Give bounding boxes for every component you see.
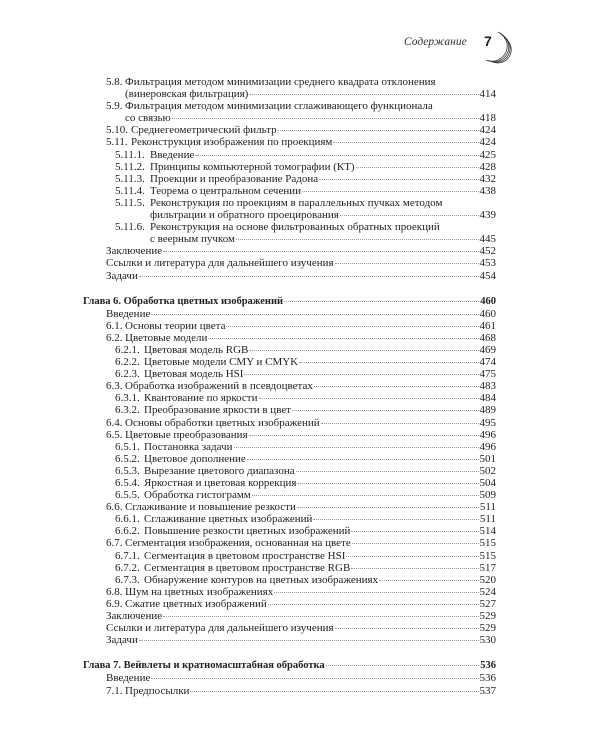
entry-page: 483	[479, 380, 496, 393]
entry-number: 6.2.1.	[115, 343, 140, 356]
entry-number: 6.5.	[106, 428, 123, 441]
entry-number: 6.3.2.	[115, 404, 140, 417]
entry-number: 6.2.2.	[115, 356, 140, 369]
toc-entry[interactable]	[80, 221, 496, 233]
toc-entry-continuation[interactable]	[80, 112, 496, 124]
entry-page: 439	[479, 209, 496, 222]
toc-entry[interactable]	[80, 356, 496, 368]
entry-title: Цветовая модель HSI	[144, 368, 244, 381]
entry-title: Задачи	[106, 634, 138, 647]
entry-title: Глава 6. Обработка цветных изображений	[83, 295, 284, 307]
entry-number: 6.4.	[106, 416, 123, 429]
toc-entry[interactable]	[80, 441, 496, 453]
toc-entry[interactable]	[80, 100, 496, 112]
toc-entry[interactable]	[80, 513, 496, 525]
entry-title-continuation: с веерным пучком	[150, 233, 235, 246]
dot-leader	[249, 350, 478, 351]
entry-number: 5.11.2.	[115, 160, 145, 173]
entry-title: Яркостная и цветовая коррекция	[144, 477, 297, 489]
entry-title: Ссылки и литература для дальнейшего изучения	[106, 622, 334, 635]
dot-leader	[352, 543, 479, 544]
entry-page: 514	[479, 525, 496, 538]
entry-number: 6.6.2.	[115, 525, 140, 538]
dot-leader	[226, 326, 478, 327]
entry-title: Ссылки и литература для дальнейшего изучения	[106, 257, 334, 270]
toc-entry[interactable]	[80, 380, 496, 392]
dot-leader	[172, 118, 479, 119]
entry-number: 6.7.2.	[115, 561, 140, 574]
entry-page: 438	[479, 184, 496, 197]
toc-entry[interactable]	[80, 453, 496, 465]
dot-leader	[351, 531, 478, 532]
toc-entry[interactable]	[80, 332, 496, 344]
dot-leader	[139, 640, 479, 641]
toc-entry[interactable]	[80, 537, 496, 549]
dot-leader	[190, 691, 478, 692]
entry-number: 6.5.4.	[115, 477, 140, 489]
entry-page: 520	[479, 573, 496, 586]
toc-entry[interactable]	[80, 574, 496, 586]
toc-entry[interactable]	[80, 672, 496, 684]
toc-entry[interactable]	[80, 197, 496, 209]
entry-number: 6.6.1.	[115, 513, 140, 526]
dot-leader	[252, 495, 479, 496]
toc-entry-continuation[interactable]	[80, 233, 496, 245]
toc-entry[interactable]	[80, 417, 496, 429]
entry-title: Повышение резкости цветных изображений	[144, 525, 351, 538]
toc-entry[interactable]	[80, 161, 496, 173]
dot-leader	[302, 191, 478, 192]
dot-leader	[259, 398, 479, 399]
entry-page: 432	[479, 172, 496, 185]
table-of-contents	[80, 76, 496, 697]
entry-title-continuation: со связью	[125, 112, 171, 125]
entry-title: Преобразование яркости в цвет	[144, 404, 292, 417]
dot-leader	[244, 374, 478, 375]
entry-title: Цветовые модели	[125, 331, 208, 344]
entry-page: 454	[479, 269, 496, 282]
entry-number: 6.7.	[106, 537, 123, 550]
entry-page: 475	[479, 368, 496, 381]
entry-title: Основы обработки цветных изображений	[125, 416, 320, 429]
dot-leader	[356, 167, 479, 168]
entry-title: Предпосылки	[125, 684, 190, 697]
entry-number: 6.7.1.	[115, 549, 140, 562]
dot-leader	[268, 604, 479, 605]
entry-title: Введение	[106, 307, 151, 320]
entry-title: Цветовые преобразования	[125, 428, 248, 441]
entry-number: 5.9.	[106, 100, 123, 113]
dot-leader	[274, 592, 478, 593]
entry-page: 424	[479, 124, 496, 137]
entry-page: 537	[479, 684, 496, 697]
entry-page: 495	[479, 416, 496, 429]
dot-leader	[195, 155, 478, 156]
entry-title: Цветовое дополнение	[144, 452, 246, 465]
toc-entry[interactable]	[80, 550, 496, 562]
toc-entry[interactable]	[80, 562, 496, 574]
toc-entry[interactable]	[80, 149, 496, 161]
entry-title: Сегментация в цветовом пространстве RGB	[144, 561, 351, 574]
entry-title: Обработка изображений в псевдоцветах	[125, 380, 313, 393]
chapter-gap	[80, 646, 496, 660]
entry-number: 6.3.	[106, 380, 123, 393]
dot-leader	[326, 665, 480, 666]
entry-page: 509	[479, 489, 496, 502]
entry-number: 5.11.	[106, 136, 128, 149]
entry-title: Обнаружение контуров на цветных изображениях	[144, 573, 379, 586]
entry-page: 453	[479, 257, 496, 270]
toc-entry[interactable]	[80, 392, 496, 404]
toc-entry[interactable]	[80, 257, 496, 269]
dot-leader	[340, 215, 479, 216]
entry-number: 6.2.3.	[115, 368, 140, 381]
toc-entry[interactable]	[80, 245, 496, 257]
entry-page: 484	[479, 392, 496, 405]
dot-leader	[234, 447, 479, 448]
dot-leader	[314, 386, 479, 387]
entry-page: 469	[479, 343, 496, 356]
entry-page: 428	[479, 160, 496, 173]
toc-entry[interactable]	[80, 610, 496, 622]
entry-title: Теорема о центральном сечении	[150, 184, 302, 197]
entry-title: Принципы компьютерной томографии (КТ)	[150, 160, 355, 173]
entry-number: 5.11.1.	[115, 148, 145, 161]
dot-leader	[151, 678, 478, 679]
entry-number: 6.7.3.	[115, 573, 140, 586]
entry-title: Квантование по яркости	[144, 392, 258, 405]
toc-entry[interactable]	[80, 344, 496, 356]
entry-title: Сжатие цветных изображений	[125, 597, 267, 610]
entry-page: 529	[479, 622, 496, 635]
toc-entry[interactable]	[80, 308, 496, 320]
entry-title: Постановка задачи	[144, 440, 233, 453]
entry-page: 515	[479, 537, 496, 550]
dot-leader	[321, 423, 479, 424]
dot-leader	[313, 519, 479, 520]
chapter-gap	[80, 282, 496, 296]
entry-title: Сглаживание и повышение резкости	[125, 501, 296, 514]
entry-title: Глава 7. Вейвлеты и кратномасштабная обработка	[83, 660, 325, 672]
entry-page: 461	[479, 319, 496, 332]
entry-page: 501	[479, 452, 496, 465]
entry-page: 511	[479, 501, 496, 514]
dot-leader	[247, 459, 479, 460]
entry-page: 468	[479, 331, 496, 344]
entry-page: 460	[480, 295, 496, 307]
entry-page: 517	[479, 561, 496, 574]
entry-page: 418	[479, 112, 496, 125]
entry-title: Реконструкция на основе фильтрованных обратных проекций	[150, 221, 440, 234]
dot-leader	[163, 251, 478, 252]
toc-entry[interactable]	[80, 598, 496, 610]
entry-title: Задачи	[106, 269, 138, 282]
entry-title: Среднегеометрический фильтр	[131, 124, 277, 137]
entry-number: 6.5.5.	[115, 489, 140, 502]
entry-number: 6.3.1.	[115, 392, 140, 405]
entry-number: 5.11.6.	[115, 221, 145, 234]
dot-leader	[139, 276, 479, 277]
entry-title: Цветовые модели CMY и CMYK	[144, 356, 299, 369]
dot-leader	[351, 568, 478, 569]
dot-leader	[379, 580, 478, 581]
toc-entry[interactable]	[80, 270, 496, 282]
entry-title: Реконструкция по проекциям в параллельных пучках методом	[150, 196, 443, 209]
entry-title: Вырезание цветового диапазона	[144, 464, 295, 477]
entry-page: 424	[479, 136, 496, 149]
dot-leader	[163, 616, 478, 617]
entry-page: 536	[479, 672, 496, 685]
section-title: Содержание	[404, 36, 467, 48]
entry-title-continuation: (винеровская фильтрация)	[125, 88, 249, 101]
dot-leader	[346, 556, 478, 557]
entry-page: 515	[479, 549, 496, 562]
entry-number: 6.5.1.	[115, 440, 140, 453]
dot-leader	[151, 314, 478, 315]
dot-leader	[278, 130, 479, 131]
toc-entry[interactable]	[80, 685, 496, 697]
entry-title: Введение	[106, 672, 151, 685]
entry-page: 502	[479, 464, 496, 477]
entry-title: Обработка гистограмм	[144, 489, 251, 502]
dot-leader	[297, 483, 478, 484]
toc-entry[interactable]	[80, 185, 496, 197]
toc-entry[interactable]	[80, 501, 496, 513]
dot-leader	[296, 471, 479, 472]
toc-entry[interactable]	[80, 525, 496, 537]
toc-entry[interactable]	[80, 76, 496, 88]
entry-page: 425	[479, 148, 496, 161]
toc-entry-continuation[interactable]	[80, 209, 496, 221]
toc-entry[interactable]	[80, 124, 496, 136]
entry-number: 5.10.	[106, 124, 128, 137]
entry-title: Заключение	[106, 245, 163, 258]
entry-page: 496	[479, 428, 496, 441]
entry-page: 496	[479, 440, 496, 453]
entry-number: 5.11.5.	[115, 196, 145, 209]
entry-title: Сегментация в цветовом пространстве HSI	[144, 549, 346, 562]
entry-title: Заключение	[106, 610, 163, 623]
toc-chapter[interactable]	[80, 660, 496, 672]
entry-title: Основы теории цвета	[125, 319, 226, 332]
dot-leader	[333, 142, 478, 143]
toc-entry-continuation[interactable]	[80, 88, 496, 100]
dot-leader	[249, 435, 479, 436]
entry-number: 5.8.	[106, 76, 123, 88]
toc-entry[interactable]	[80, 477, 496, 489]
dot-leader	[236, 239, 479, 240]
toc-entry[interactable]	[80, 173, 496, 185]
dot-leader	[297, 507, 479, 508]
entry-number: 6.2.	[106, 331, 123, 344]
entry-page: 489	[479, 404, 496, 417]
dot-leader	[319, 179, 478, 180]
page-number: 7	[484, 33, 492, 49]
toc-chapter[interactable]	[80, 296, 496, 308]
entry-title: Сглаживание цветных изображений	[144, 513, 313, 526]
entry-page: 474	[479, 356, 496, 369]
toc-entry[interactable]	[80, 465, 496, 477]
entry-page: 530	[479, 634, 496, 647]
entry-number: 6.5.3.	[115, 464, 140, 477]
entry-number: 5.11.3.	[115, 172, 145, 185]
dot-leader	[292, 410, 478, 411]
toc-entry[interactable]	[80, 404, 496, 416]
toc-entry[interactable]	[80, 622, 496, 634]
dot-leader	[299, 362, 478, 363]
entry-number: 6.8.	[106, 585, 123, 598]
entry-number: 6.6.	[106, 501, 123, 514]
toc-entry[interactable]	[80, 634, 496, 646]
entry-title: Фильтрация методом минимизации среднего квадрата отклонения	[125, 76, 436, 88]
dot-leader	[284, 301, 479, 302]
entry-page: 536	[480, 660, 496, 672]
entry-number: 6.5.2.	[115, 452, 140, 465]
entry-title: Сегментация изображения, основанная на цвете	[125, 537, 351, 550]
toc-entry[interactable]	[80, 586, 496, 598]
dot-leader	[335, 628, 479, 629]
entry-page: 504	[479, 477, 496, 489]
toc-entry[interactable]	[80, 368, 496, 380]
toc-entry[interactable]	[80, 320, 496, 332]
toc-entry[interactable]	[80, 136, 496, 148]
dot-leader	[249, 94, 478, 95]
entry-page: 527	[479, 597, 496, 610]
entry-title: Введение	[150, 148, 195, 161]
entry-page: 511	[479, 513, 496, 526]
entry-title-continuation: фильтрации и обратного проецирования	[150, 209, 339, 222]
entry-number: 5.11.4.	[115, 184, 145, 197]
entry-title: Цветовая модель RGB	[144, 343, 249, 356]
entry-number: 6.9.	[106, 597, 123, 610]
entry-title: Проекции и преобразование Радона	[150, 172, 319, 185]
entry-page: 524	[479, 585, 496, 598]
entry-page: 445	[479, 233, 496, 246]
entry-page: 452	[479, 245, 496, 258]
dot-leader	[335, 263, 479, 264]
entry-page: 414	[479, 88, 496, 101]
toc-entry[interactable]	[80, 489, 496, 501]
entry-number: 7.1.	[106, 684, 123, 697]
entry-title: Реконструкция изображения по проекциям	[131, 136, 333, 149]
entry-title: Фильтрация методом минимизации сглаживающего функционала	[125, 100, 433, 113]
entry-page: 529	[479, 610, 496, 623]
entry-title: Шум на цветных изображениях	[125, 585, 274, 598]
entry-number: 6.1.	[106, 319, 123, 332]
entry-page: 460	[479, 307, 496, 320]
toc-entry[interactable]	[80, 429, 496, 441]
dot-leader	[208, 338, 478, 339]
